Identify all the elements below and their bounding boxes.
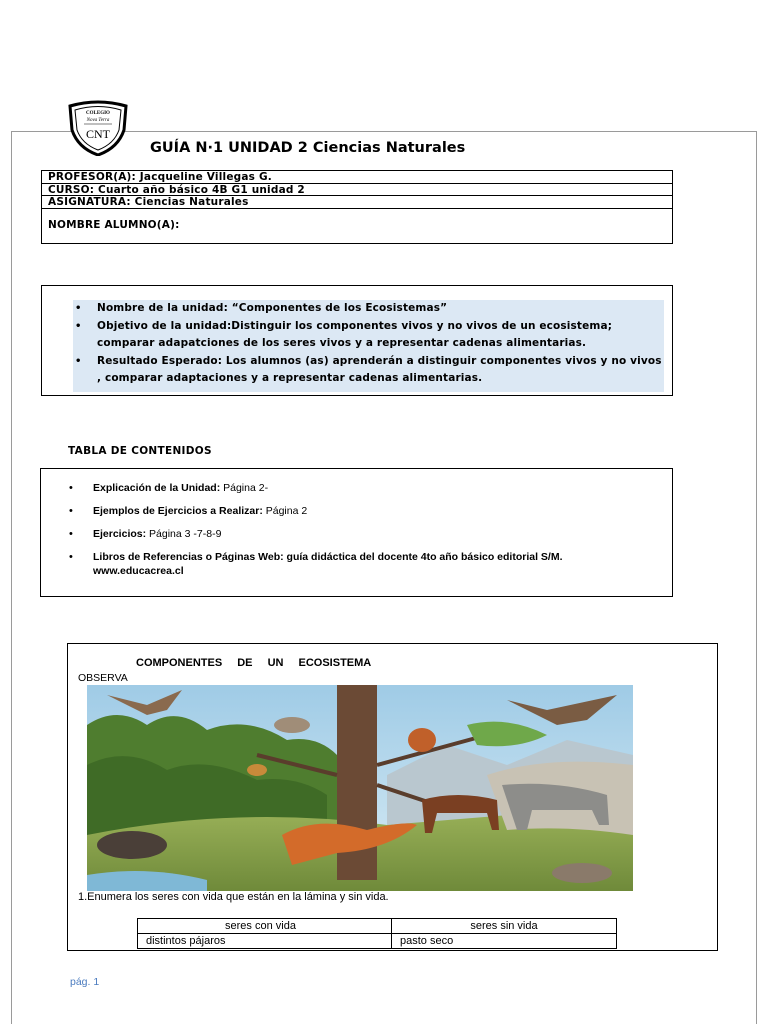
toc-item-label: Libros de Referencias o Páginas Web: [93, 551, 284, 563]
toc-item [67, 523, 667, 546]
toc-item-label: Ejemplos de Ejercicios a Realizar: [93, 505, 263, 517]
info-table [41, 170, 673, 244]
observe-label: OBSERVA [78, 672, 128, 684]
toc-list [67, 477, 667, 569]
bird-on-branch [274, 717, 310, 733]
answer-table [137, 918, 617, 949]
toc-item-value: Página 3 -7-8-9 [146, 528, 222, 540]
subject-row: ASIGNATURA: Ciencias Naturales [42, 196, 672, 209]
hedgehog [552, 863, 612, 883]
toc-item-value: Página 2 [262, 505, 308, 517]
logo-top-text: COLEGIO [86, 111, 110, 116]
toc-item [67, 500, 667, 523]
cell-living[interactable]: distintos pájaros [138, 934, 392, 949]
header-nonliving: seres sin vida [392, 919, 617, 934]
objectives-box [41, 285, 673, 396]
toc-item-label: Ejercicios: [93, 528, 147, 540]
teacher-row: PROFESOR(A): Jacqueline Villegas G. [42, 171, 672, 184]
reference-link[interactable]: www.educacrea.cl [93, 565, 184, 577]
cell-nonliving[interactable]: pasto seco [392, 934, 617, 949]
objective-expected-result: • Resultado Esperado: Los alumnos (as) aprenderán a distinguir componentes vivos y no vivos , comparar adaptaciones y a representar cadenas alimentarias. [73, 353, 664, 388]
toc-item-value: guía didáctica del docente 4to año básico editorial S/M. [283, 551, 563, 563]
small-bird [247, 764, 267, 776]
page-number: pág. 1 [70, 976, 100, 988]
logo-school-name: Nova Terra [86, 118, 110, 123]
toc-item-label: Explicación de la Unidad: [93, 482, 221, 494]
boar [97, 831, 167, 859]
toc-item [67, 477, 667, 500]
objective-unit-name: • Nombre de la unidad: “Componentes de los Ecosistemas” [73, 300, 664, 318]
toc-item-value: Página 2- [220, 482, 269, 494]
objective-goal: • Objetivo de la unidad:Distinguir los componentes vivos y no vivos de un ecosistema; comparar adapatciones de los seres vivos y a representar cadenas alimentarias. [73, 318, 664, 353]
toc-box [40, 468, 673, 597]
page-title: GUÍA N·1 UNIDAD 2 Ciencias Naturales [150, 140, 466, 156]
exercise-question: 1.Enumera los seres con vida que están en la lámina y sin vida. [78, 891, 389, 903]
ecosystem-title: COMPONENTES DE UN ECOSISTEMA [136, 657, 372, 669]
toc-heading: TABLA DE CONTENIDOS [68, 445, 212, 457]
answer-table-header [138, 919, 617, 934]
logo-monogram: CNT [86, 127, 110, 141]
ecosystem-illustration [87, 685, 633, 891]
squirrel [408, 728, 436, 752]
school-crest-logo [66, 100, 130, 156]
table-row [138, 934, 617, 949]
objectives-list [73, 300, 664, 388]
student-name-row[interactable]: NOMBRE ALUMNO(A): [48, 218, 180, 231]
course-row: CURSO: Cuarto año básico 4B G1 unidad 2 [42, 184, 672, 197]
header-living: seres con vida [138, 919, 392, 934]
